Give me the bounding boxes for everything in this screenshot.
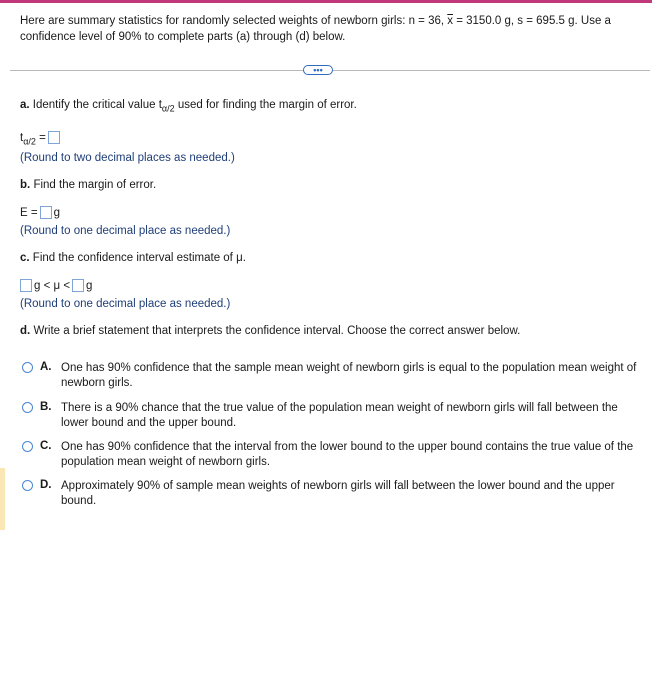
top-accent-bar [0, 0, 652, 3]
option-c-letter: C. [40, 440, 52, 452]
left-highlight-bar [0, 468, 5, 530]
part-a-label: a. [20, 99, 30, 111]
interval-middle-text: g < μ < [34, 280, 71, 292]
part-d-label: d. [20, 325, 31, 337]
option-d-radio[interactable] [22, 480, 33, 491]
part-d-question [20, 324, 520, 338]
part-c-instruction: (Round to one decimal place as needed.) [20, 298, 231, 310]
part-b-question-text: Find the margin of error. [33, 179, 157, 191]
part-b-answer-row [20, 206, 60, 220]
t-variable: t [20, 132, 24, 144]
part-b-instruction: (Round to one decimal place as needed.) [20, 225, 231, 237]
part-a-instruction: (Round to two decimal places as needed.) [20, 152, 235, 164]
part-c-question-text: Find the confidence interval estimate of μ. [32, 252, 246, 264]
option-c-radio[interactable] [22, 441, 33, 452]
margin-of-error-input[interactable] [40, 206, 52, 219]
problem-statement [20, 13, 635, 45]
option-b-text: There is a 90% chance that the true value of the population mean weight of newborn girls will fall between the lower bound and the upper bound. [61, 402, 618, 429]
option-a-text: One has 90% confidence that the sample mean weight of newborn girls is equal to the population mean weight of newborn girls. [61, 362, 637, 389]
t-variable-sub: α/2 [23, 136, 36, 147]
option-c-text: One has 90% confidence that the interval from the lower bound to the upper bound contains the true value of the population mean weight of newborn girls. [61, 441, 634, 468]
margin-unit: g [53, 207, 60, 219]
option-d-text: Approximately 90% of sample mean weights of newborn girls will fall between the lower bound and the upper bound. [61, 480, 615, 507]
interval-unit: g [86, 280, 93, 292]
part-a-question-pre: Identify the critical value t [32, 99, 162, 111]
critical-value-input[interactable] [48, 131, 60, 144]
option-a-letter: A. [40, 361, 52, 373]
part-d-question-text: Write a brief statement that interprets the confidence interval. Choose the correct answer below. [33, 325, 521, 337]
part-a-question-sub: α/2 [161, 103, 175, 114]
option-b-radio[interactable] [22, 402, 33, 413]
margin-variable: E = [20, 207, 38, 219]
x-bar-symbol: $\overline{x}$ [447, 15, 454, 27]
part-b-question [20, 178, 156, 192]
lower-bound-input[interactable] [20, 279, 32, 292]
option-d-letter: D. [40, 479, 52, 491]
part-c-answer-row [20, 279, 92, 293]
part-b-label: b. [20, 179, 31, 191]
prompt-text-1: Here are summary statistics for randomly selected weights of newborn girls: n = 36, [20, 15, 448, 27]
part-a-question-post: used for finding the margin of error. [174, 99, 357, 111]
part-c-label: c. [20, 252, 30, 264]
option-b-letter: B. [40, 401, 52, 413]
equals-sign: = [39, 132, 46, 144]
option-a-radio[interactable] [22, 362, 33, 373]
part-a-question [20, 98, 357, 115]
part-c-question [20, 251, 246, 265]
prompt-text-2: = 3150.0 g, s = 695.5 g. Use a confidence level of 90% to complete parts (a) through (d) below. [20, 15, 611, 43]
part-a-answer-row [20, 131, 62, 148]
expand-more-button[interactable]: ••• [303, 65, 333, 75]
upper-bound-input[interactable] [72, 279, 84, 292]
